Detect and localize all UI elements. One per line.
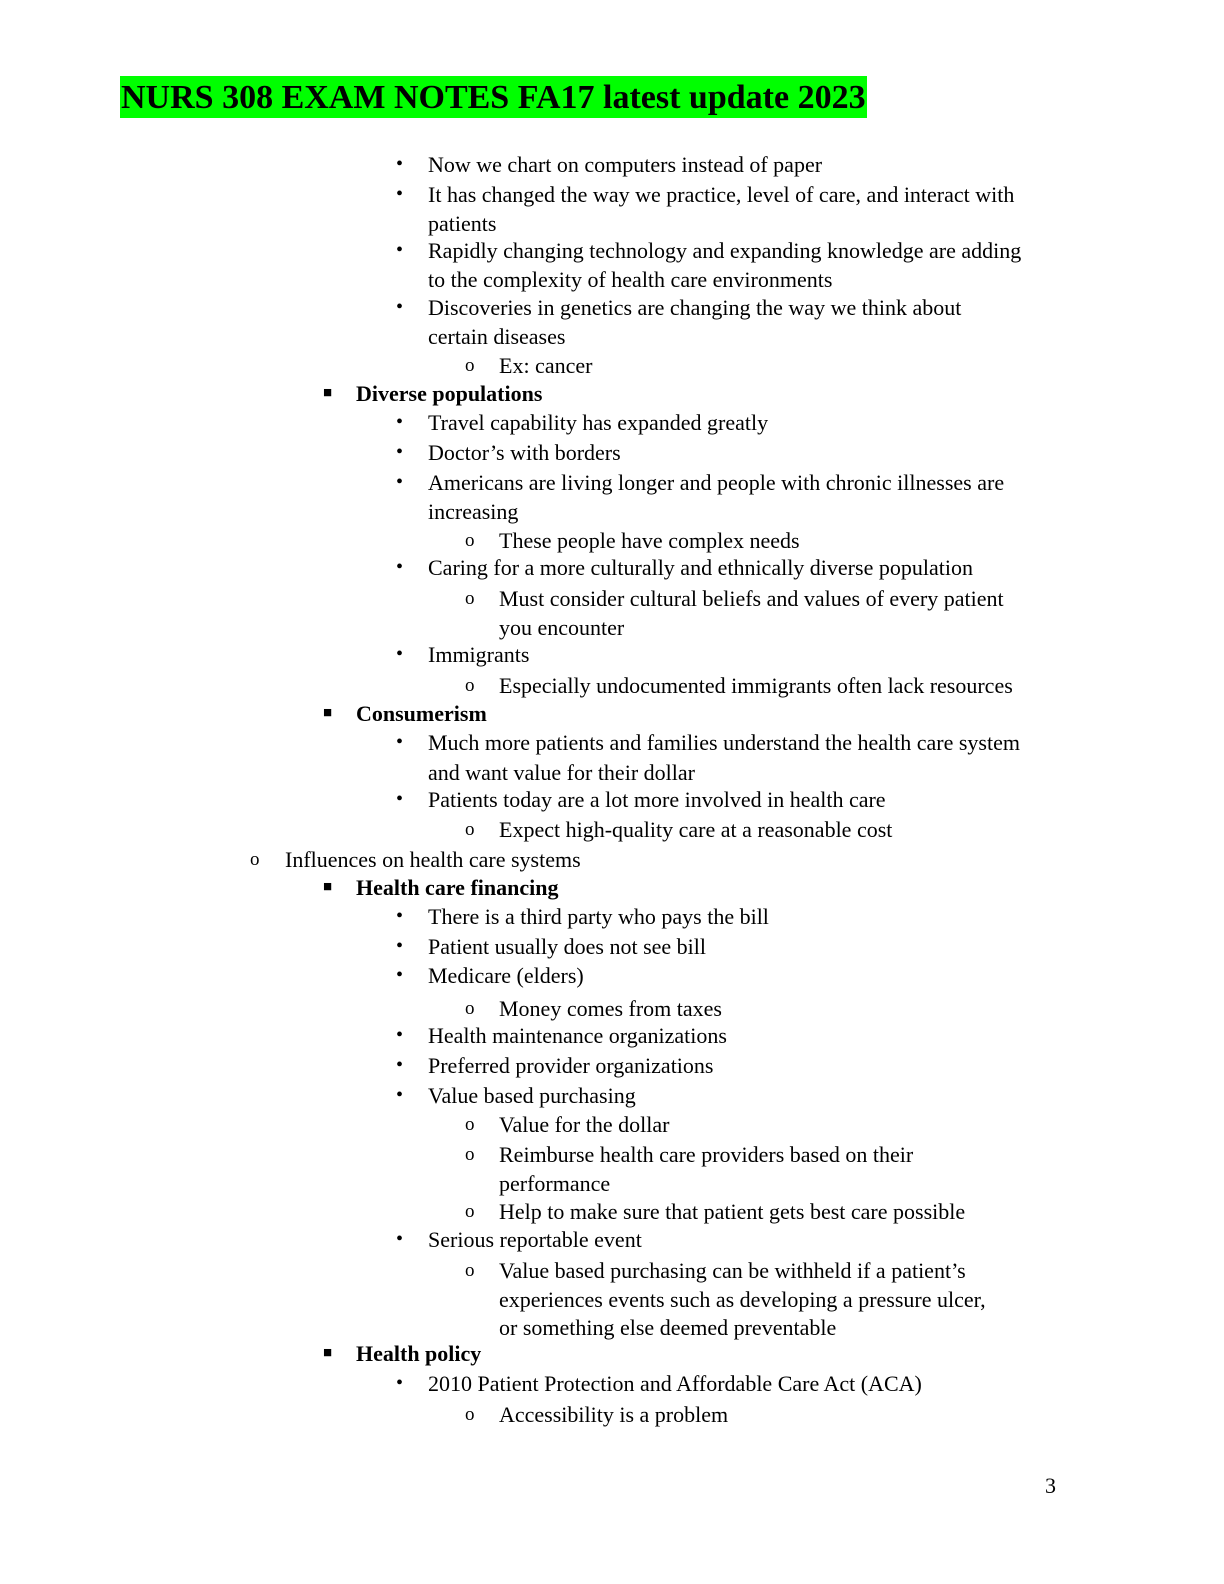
list-item: Help to make sure that patient gets best care possible [499, 1199, 966, 1224]
bullet-dot: • [396, 788, 404, 810]
list-item: Rapidly changing technology and expanding knowledge are adding [428, 238, 1022, 263]
bullet-dot: • [396, 183, 404, 205]
section-heading: Health policy [356, 1341, 482, 1366]
list-item: Serious reportable event [428, 1227, 642, 1252]
bullet-square: ■ [323, 385, 333, 401]
document-title: NURS 308 EXAM NOTES FA17 latest update 2023 [120, 76, 867, 118]
list-item: Reimburse health care providers based on their [499, 1142, 914, 1167]
list-item: Medicare (elders) [428, 963, 584, 988]
list-item: Now we chart on computers instead of paper [428, 152, 823, 177]
bullet-circle: o [250, 849, 260, 870]
bullet-circle: o [465, 1201, 475, 1222]
bullet-dot: • [396, 1372, 404, 1394]
bullet-dot: • [396, 1024, 404, 1046]
list-item: Patient usually does not see bill [428, 934, 707, 959]
list-item-continuation: and want value for their dollar [428, 760, 695, 785]
bullet-circle: o [465, 819, 475, 840]
bullet-dot: • [396, 905, 404, 927]
list-item: There is a third party who pays the bill [428, 904, 769, 929]
list-item: Americans are living longer and people with chronic illnesses are [428, 470, 1005, 495]
section-heading: Health care financing [356, 875, 559, 900]
list-item: Expect high-quality care at a reasonable cost [499, 817, 893, 842]
list-item: Ex: cancer [499, 353, 593, 378]
bullet-circle: o [465, 675, 475, 696]
section-heading: Consumerism [356, 701, 487, 726]
list-item: Much more patients and families understand the health care system [428, 730, 1020, 755]
bullet-dot: • [396, 935, 404, 957]
list-item: Value based purchasing [428, 1083, 636, 1108]
list-item: Must consider cultural beliefs and values of every patient [499, 586, 1004, 611]
list-item: 2010 Patient Protection and Affordable Care Act (ACA) [428, 1371, 922, 1396]
bullet-dot: • [396, 296, 404, 318]
list-item: Patients today are a lot more involved in health care [428, 787, 886, 812]
bullet-circle: o [465, 1114, 475, 1135]
list-item-continuation: to the complexity of health care environments [428, 267, 833, 292]
list-item-continuation: performance [499, 1171, 611, 1196]
list-item: Accessibility is a problem [499, 1402, 729, 1427]
bullet-dot: • [396, 153, 404, 175]
list-item-continuation: or something else deemed preventable [499, 1315, 837, 1340]
bullet-dot: • [396, 239, 404, 261]
list-item: Doctor’s with borders [428, 440, 621, 465]
section-heading: Diverse populations [356, 381, 543, 406]
list-item: Discoveries in genetics are changing the way we think about [428, 295, 962, 320]
bullet-circle: o [465, 530, 475, 551]
bullet-dot: • [396, 411, 404, 433]
list-item: Influences on health care systems [285, 847, 581, 872]
bullet-dot: • [396, 556, 404, 578]
bullet-circle: o [465, 588, 475, 609]
bullet-circle: o [465, 1144, 475, 1165]
bullet-circle: o [465, 355, 475, 376]
list-item: It has changed the way we practice, level of care, and interact with [428, 182, 1015, 207]
list-item: These people have complex needs [499, 528, 800, 553]
list-item: Caring for a more culturally and ethnically diverse population [428, 555, 973, 580]
bullet-square: ■ [323, 1345, 333, 1361]
list-item: Immigrants [428, 642, 530, 667]
bullet-dot: • [396, 471, 404, 493]
list-item-continuation: you encounter [499, 615, 625, 640]
list-item: Especially undocumented immigrants often lack resources [499, 673, 1013, 698]
bullet-dot: • [396, 1054, 404, 1076]
bullet-dot: • [396, 643, 404, 665]
list-item: Money comes from taxes [499, 996, 722, 1021]
bullet-dot: • [396, 964, 404, 986]
list-item-continuation: patients [428, 211, 497, 236]
bullet-circle: o [465, 1404, 475, 1425]
bullet-square: ■ [323, 705, 333, 721]
bullet-dot: • [396, 1228, 404, 1250]
list-item: Value for the dollar [499, 1112, 670, 1137]
list-item-continuation: certain diseases [428, 324, 566, 349]
page-number: 3 [1045, 1473, 1056, 1498]
bullet-dot: • [396, 1084, 404, 1106]
bullet-dot: • [396, 731, 404, 753]
list-item: Travel capability has expanded greatly [428, 410, 769, 435]
list-item: Health maintenance organizations [428, 1023, 727, 1048]
list-item-continuation: increasing [428, 499, 519, 524]
list-item: Preferred provider organizations [428, 1053, 714, 1078]
bullet-circle: o [465, 1260, 475, 1281]
bullet-circle: o [465, 998, 475, 1019]
bullet-square: ■ [323, 879, 333, 895]
list-item-continuation: experiences events such as developing a pressure ulcer, [499, 1287, 986, 1312]
bullet-dot: • [396, 441, 404, 463]
list-item: Value based purchasing can be withheld if a patient’s [499, 1258, 966, 1283]
